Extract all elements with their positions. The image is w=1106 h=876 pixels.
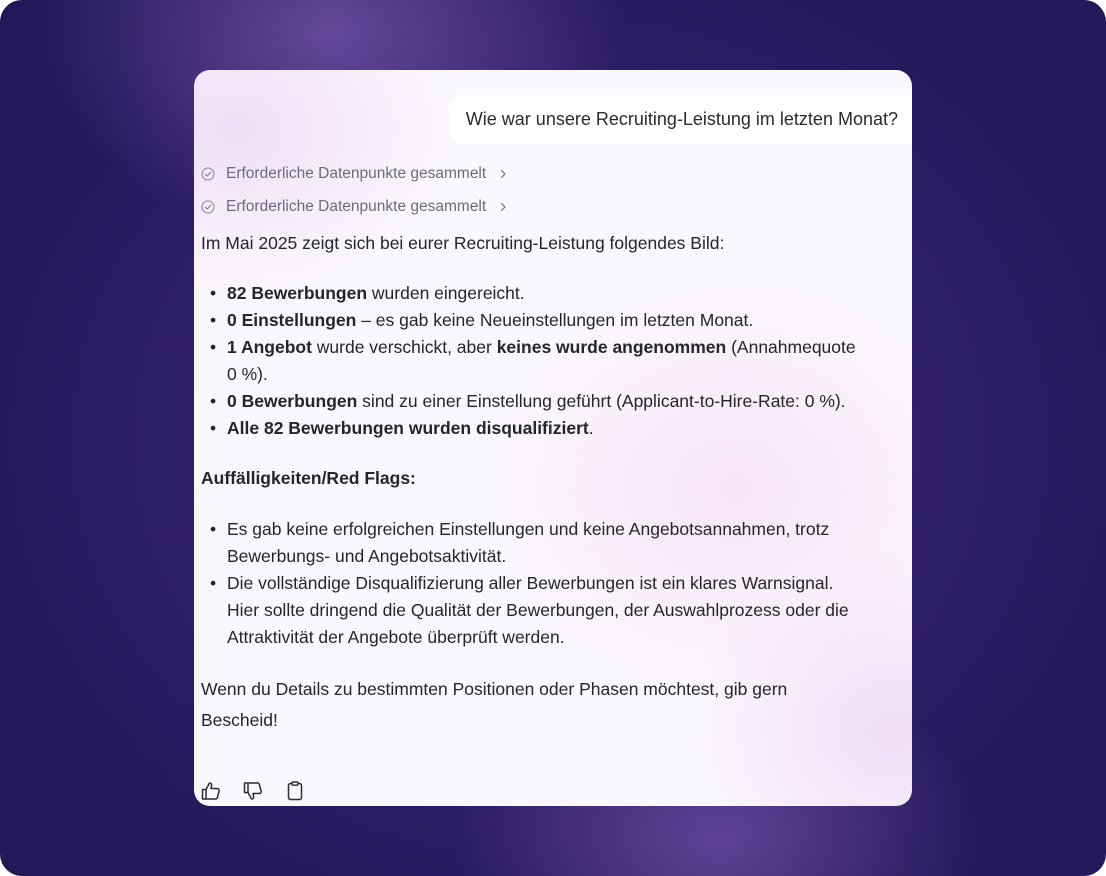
list-item [201,415,861,442]
assistant-answer [201,230,861,736]
chevron-right-icon [498,169,508,179]
red-flags-list [201,516,861,651]
user-message-bubble [449,95,912,144]
reasoning-steps [201,163,508,229]
list-item [201,388,861,415]
answer-outro: Wenn du Details zu bestimmten Positionen oder Phasen möchtest, gib gern Bescheid! [201,679,788,730]
list-item [201,307,861,334]
chevron-right-icon [498,202,508,212]
check-circle-icon [201,200,215,214]
stat-emphasis: keines wurde angenommen [496,337,727,357]
list-item: • Die vollständige Disqualifizierung aller Bewerbungen ist ein klares Warnsignal. Hier sollte dringend die Qualität der Bewerbungen, der Auswahlprozess oder die Attraktivität der Angebote überprüft werden. [201,570,861,651]
list-item [201,334,861,388]
stats-list [201,280,861,442]
stat-value: 0 Bewerbungen [227,391,358,411]
list-item: • Es gab keine erfolgreichen Einstellungen und keine Angebotsannahmen, trotz Bewerbungs- und Angebotsaktivität. [201,516,861,570]
stat-value: Alle 82 Bewerbungen wurden disqualifiziert [227,418,589,438]
step-item[interactable] [201,196,508,217]
stat-value: 0 Einstellungen [227,310,357,330]
stat-value: 1 Angebot [227,337,312,357]
stat-text: – es gab keine Neueinstellungen im letzten Monat. [356,310,754,330]
chat-panel [194,70,912,806]
list-item [201,280,861,307]
user-message-text: Wie war unsere Recruiting-Leistung im letzten Monat? [465,109,898,129]
stat-text: . [588,418,594,438]
copy-icon[interactable] [284,780,306,802]
message-actions [200,780,306,802]
check-circle-icon [201,167,215,181]
thumbs-up-icon[interactable] [200,780,222,802]
stat-text: sind zu einer Einstellung geführt (Applicant-to-Hire-Rate: 0 %). [357,391,846,411]
answer-intro: Im Mai 2025 zeigt sich bei eurer Recruiting-Leistung folgendes Bild: [201,233,725,253]
step-label: Erforderliche Datenpunkte gesammelt [226,197,487,215]
step-label: Erforderliche Datenpunkte gesammelt [226,164,487,182]
stat-text: wurden eingereicht. [367,283,525,303]
red-flags-heading: Auffälligkeiten/Red Flags: [201,468,416,488]
stat-text: wurde verschickt, aber [311,337,497,357]
stat-value: 82 Bewerbungen [227,283,368,303]
stat-text: (Annahmequote 0 %). [227,337,856,384]
thumbs-down-icon[interactable] [242,780,264,802]
step-item[interactable] [201,163,508,184]
